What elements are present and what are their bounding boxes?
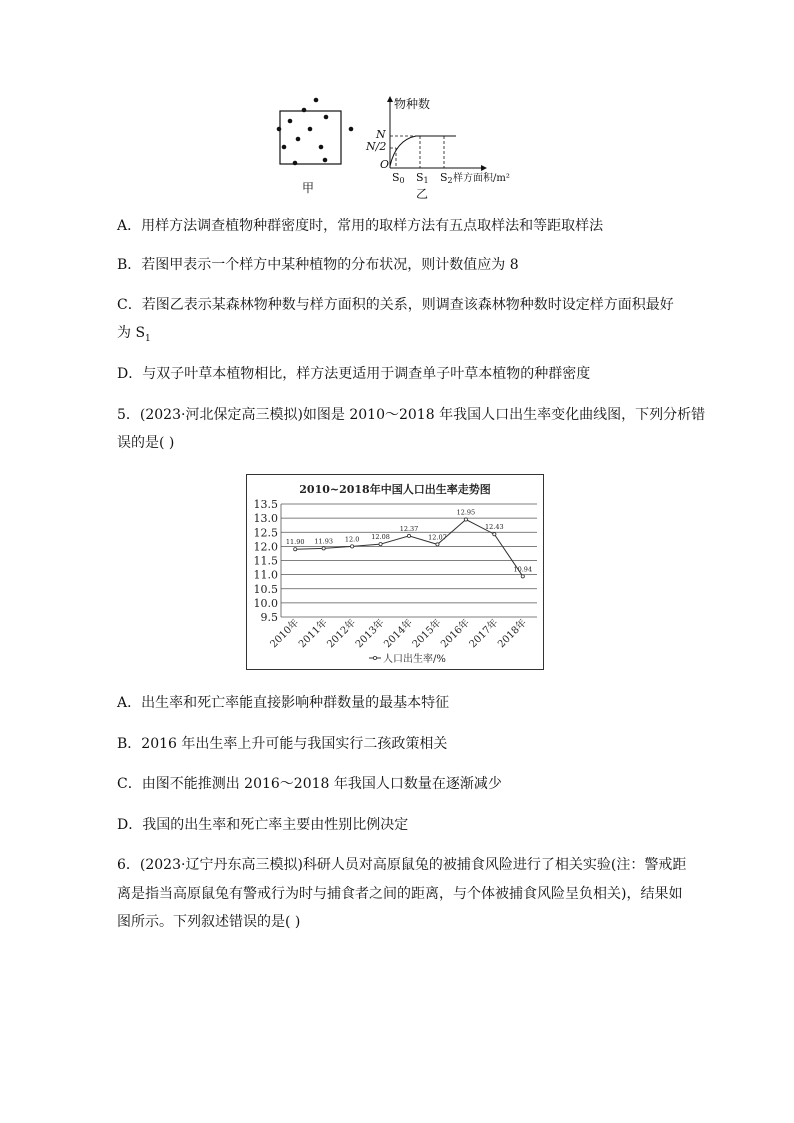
plant-dot [293,161,298,166]
data-point [322,547,325,550]
x-tick-label: 2013年 [353,617,387,651]
plant-dot [302,108,307,113]
q4-option-d: D．与双子叶草本植物相比，样方法更适用于调查单子叶草本植物的种群密度 [117,366,591,382]
data-point [521,575,524,578]
data-label: 11.90 [285,538,305,547]
y-tick-label: 13.0 [253,512,278,526]
x-tick-label: 2017年 [467,617,501,651]
y-tick-label: 13.5 [253,498,278,511]
data-point [436,543,439,546]
q4-option-c-line1: C．若图乙表示某森林物种数与样方面积的关系，则调查该森林物种数时设定样方面积最好 [117,297,674,313]
data-label: 10.94 [513,565,533,574]
tick-N-half: N/2 [366,140,387,153]
y-tick-label: 11.5 [253,554,278,568]
tick-S2: S2 [440,171,453,185]
x-tick-label: 2014年 [382,617,416,651]
y-tick-label: 11.0 [253,568,278,582]
data-label: 12.43 [485,523,504,532]
label-yi: 乙 [415,187,429,201]
x-tick-label: 2018年 [496,617,529,651]
data-point [464,518,467,521]
plant-dot [349,127,354,132]
legend-label: 人口出生率/% [383,654,446,665]
q6-stem-line1: 6．(2023·辽宁丹东高三模拟)科研人员对高原鼠兔的被捕食风险进行了相关实验(注：警戒距 [117,857,687,873]
q5-stem-line2: 误的是( ) [117,435,175,451]
y-axis-label: 物种数 [394,97,431,111]
y-tick-label: 9.5 [260,611,278,624]
data-point [407,534,410,537]
plant-dot [323,158,328,163]
q4-option-b: B．若图甲表示一个样方中某种植物的分布状况，则计数值应为 8 [117,257,519,273]
q5-stem-line1: 5．(2023·河北保定高三模拟)如图是 2010～2018 年我国人口出生率变化曲线图，下列分析错 [117,407,706,423]
quadrat-figure [268,92,538,204]
q5-option-b: B．2016 年出生率上升可能与我国实行二孩政策相关 [117,736,448,752]
legend-marker [373,656,376,659]
x-tick-label: 2012年 [325,617,359,651]
y-tick-label: 10.0 [253,596,278,610]
q6-stem-line3: 图所示。下列叙述错误的是( ) [117,914,301,930]
q5-option-c: C．由图不能推测出 2016～2018 年我国人口数量在逐渐减少 [117,776,502,792]
x-axis-label: 样方面积/m² [453,173,510,184]
data-label: 11.93 [314,537,333,546]
plant-dot [319,145,324,150]
chart-title: 2010~2018年中国人口出生率走势图 [299,483,491,496]
q6-stem-line2: 离是指当高原鼠兔有警戒行为时与捕食者之间的距离，与个体被捕食风险呈负相关)，结果如 [117,886,683,902]
plant-dot [324,115,329,120]
data-label: 12.08 [371,533,390,542]
q4-option-c-line2: 为 $S_1$ [117,325,151,344]
plant-dot [282,145,287,150]
plant-dot [277,127,282,132]
tick-S0: S0 [392,171,405,185]
x-tick-label: 2010年 [268,617,302,651]
y-axis-arrow [387,96,393,102]
x-tick-label: 2015年 [410,617,444,651]
data-label: 12.07 [428,533,447,542]
y-tick-label: 10.5 [253,582,278,596]
tick-S1: S1 [416,171,429,185]
label-jia: 甲 [301,181,315,195]
plant-dot [288,119,293,124]
chart-svg [247,475,542,668]
data-point [294,548,297,551]
x-tick-label: 2011年 [296,617,330,651]
data-label: 12.0 [344,535,360,544]
plant-dot [296,137,301,142]
q5-option-a: A．出生率和死亡率能直接影响种群数量的最基本特征 [117,695,450,711]
data-point [379,543,382,546]
x-tick-label: 2016年 [439,617,473,651]
birth-rate-chart [246,474,544,670]
y-tick-label: 12.5 [253,526,278,540]
y-tick-label: 12.0 [253,540,278,554]
data-label: 12.95 [456,508,476,517]
tick-N: N [376,128,386,141]
origin-label: O [380,158,390,171]
q4-option-a: A．用样方法调查植物种群密度时，常用的取样方法有五点取样法和等距取样法 [117,218,604,234]
data-point [351,545,354,548]
figure-jia [277,98,354,195]
plant-dot [314,98,319,103]
data-label: 12.37 [399,524,419,533]
figure-yi [365,96,510,201]
data-point [493,533,496,536]
species-curve [390,136,456,166]
plant-dot [308,127,313,132]
q5-option-d: D．我国的出生率和死亡率主要由性别比例决定 [117,817,409,833]
x-axis-arrow [481,165,487,171]
